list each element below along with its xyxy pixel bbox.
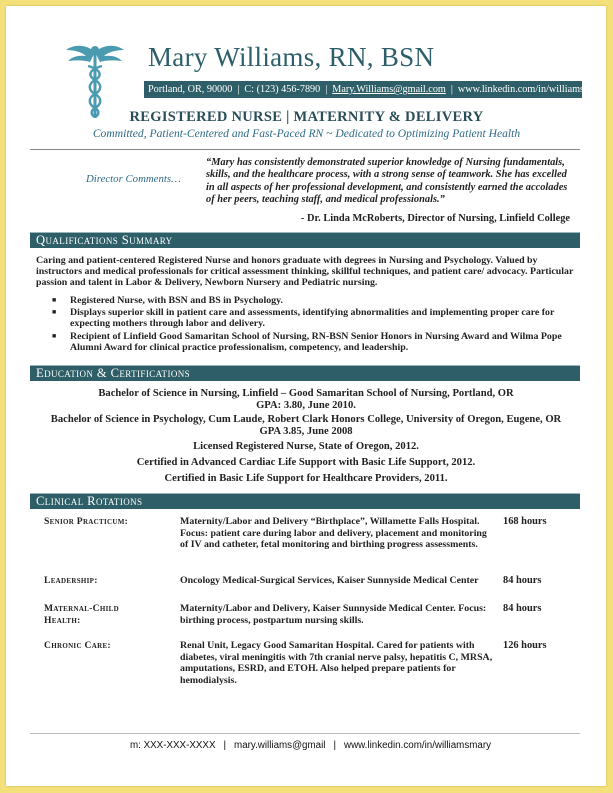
resume-headline: REGISTERED NURSE | MATERNITY & DELIVERY — [129, 109, 484, 125]
footer-contact — [130, 740, 491, 751]
director-attribution: - Dr. Linda McRoberts, Director of Nursing, Linfield College — [300, 213, 570, 224]
education-bs-psych: Bachelor of Science in Psychology, Cum Laude, Robert Clark Honors College, University of Oregon, Eugene, OR — [50, 414, 562, 425]
director-comments-label: Director Comments… — [86, 173, 181, 185]
section-clinical-header: Clinical Rotations — [30, 493, 580, 509]
separator: | — [325, 84, 328, 95]
rotation-hours: 126 hours — [503, 640, 547, 651]
contact-phone: C: (123) 456-7890 — [244, 84, 321, 95]
rotation-hours: 84 hours — [503, 575, 542, 586]
list-item: ■ Registered Nurse, with BSN and BS in Psychology. — [52, 295, 283, 306]
rotation-description: Renal Unit, Legacy Good Samaritan Hospital. Cared for patients with diabetes, viral meningitis with 7th cranial nerve palsy, hepatitis C, MRSA, amputations, ESRD, and ETOH. Also helped prepare patients for hemodialysis. — [180, 640, 493, 686]
candidate-name: Mary Williams, RN, BSN — [148, 42, 435, 72]
footer-email[interactable]: mary.williams@gmail — [234, 740, 326, 751]
square-bullet-icon: ■ — [52, 308, 57, 317]
footer-linkedin[interactable]: www.linkedin.com/in/williamsmary — [344, 740, 491, 751]
separator: | — [223, 740, 227, 751]
section-education-header: Education & Certifications — [30, 365, 580, 381]
rotation-description: Maternity/Labor and Delivery “Birthplace”, Willamette Falls Hospital. Focus: patient care during labor and delivery, placement and monitoring of IV and catheter, fetal monitoring and birthing progress assessments. — [180, 516, 487, 551]
footer-divider — [30, 733, 580, 734]
separator: | — [333, 740, 336, 751]
rotation-hours: 168 hours — [503, 516, 547, 527]
list-item: ■ Recipient of Linfield Good Samaritan School of Nursing, RN-BSN Senior Honors in Nursing Award and Wilma Pope Alumni Award for clinical practice professionalism, competency, and leadership. — [52, 330, 562, 353]
rotation-hours: 84 hours — [503, 603, 542, 614]
education-bsn: Bachelor of Science in Nursing, Linfield – Good Samaritan School of Nursing, Portland, OR — [98, 388, 514, 399]
contact-linkedin[interactable]: www.linkedin.com/in/williamsmary — [457, 84, 605, 95]
list-item: ■ Displays superior skill in patient care and assessments, identifying abnormalities and implementing proper care for expecting mothers through labor and delivery. — [52, 307, 555, 330]
separator: | — [237, 84, 240, 95]
contact-email-link[interactable]: Mary.Williams@gmail.com — [332, 84, 446, 95]
rotation-label: Leadership: — [44, 575, 98, 586]
contact-address: Portland, OR, 90000 — [148, 84, 233, 95]
certification-bls: Certified in Basic Life Support for Healthcare Providers, 2011. — [164, 473, 448, 484]
education-bs-psych-gpa: GPA 3.85, June 2008 — [259, 426, 353, 437]
contact-bar — [144, 81, 605, 98]
director-quote: “Mary has consistently demonstrated superior knowledge of Nursing fundamentals, skills, and the healthcare process, with a strong sense of teamwork. She has excelled in all aspects of her professional development, and consistently earned the accolades of her peers, teaching staff, and medical professionals.” — [206, 157, 568, 206]
section-qualifications-header: Qualifications Summary — [30, 232, 580, 248]
education-bsn-gpa: GPA: 3.80, June 2010. — [256, 400, 356, 411]
rotation-description: Maternity/Labor and Delivery, Kaiser Sunnyside Medical Center. Focus: birthing process, postpartum nursing skills. — [180, 603, 487, 626]
square-bullet-icon: ■ — [52, 331, 57, 340]
divider — [30, 149, 580, 150]
certification-license: Licensed Registered Nurse, State of Oregon, 2012. — [193, 441, 419, 452]
separator: | — [450, 84, 453, 95]
rotation-label: Senior Practicum: — [44, 516, 129, 527]
rotation-description: Oncology Medical-Surgical Services, Kaiser Sunnyside Medical Center — [180, 575, 479, 586]
square-bullet-icon: ■ — [52, 296, 57, 304]
qualifications-list — [52, 295, 572, 354]
rotation-label: Maternal-Child Health: — [44, 603, 119, 626]
certification-acls: Certified in Advanced Cardiac Life Support with Basic Life Support, 2012. — [136, 457, 476, 468]
summary-paragraph: Caring and patient-centered Registered Nurse and honors graduate with degrees in Nursing and Psychology. Valued by instructors and medical professionals for critical assessment thinking, skillful techniques, and patient care/ advocacy. Particular passion and talent in Labor & Delivery, Newborn Nursery and Pediatric nursing. — [36, 255, 574, 289]
resume-tagline: Committed, Patient-Centered and Fast-Paced RN ~ Dedicated to Optimizing Patient Health — [92, 127, 521, 140]
footer-phone: m: XXX-XXX-XXXX — [130, 740, 216, 751]
rotation-label: Chronic Care: — [44, 640, 111, 651]
